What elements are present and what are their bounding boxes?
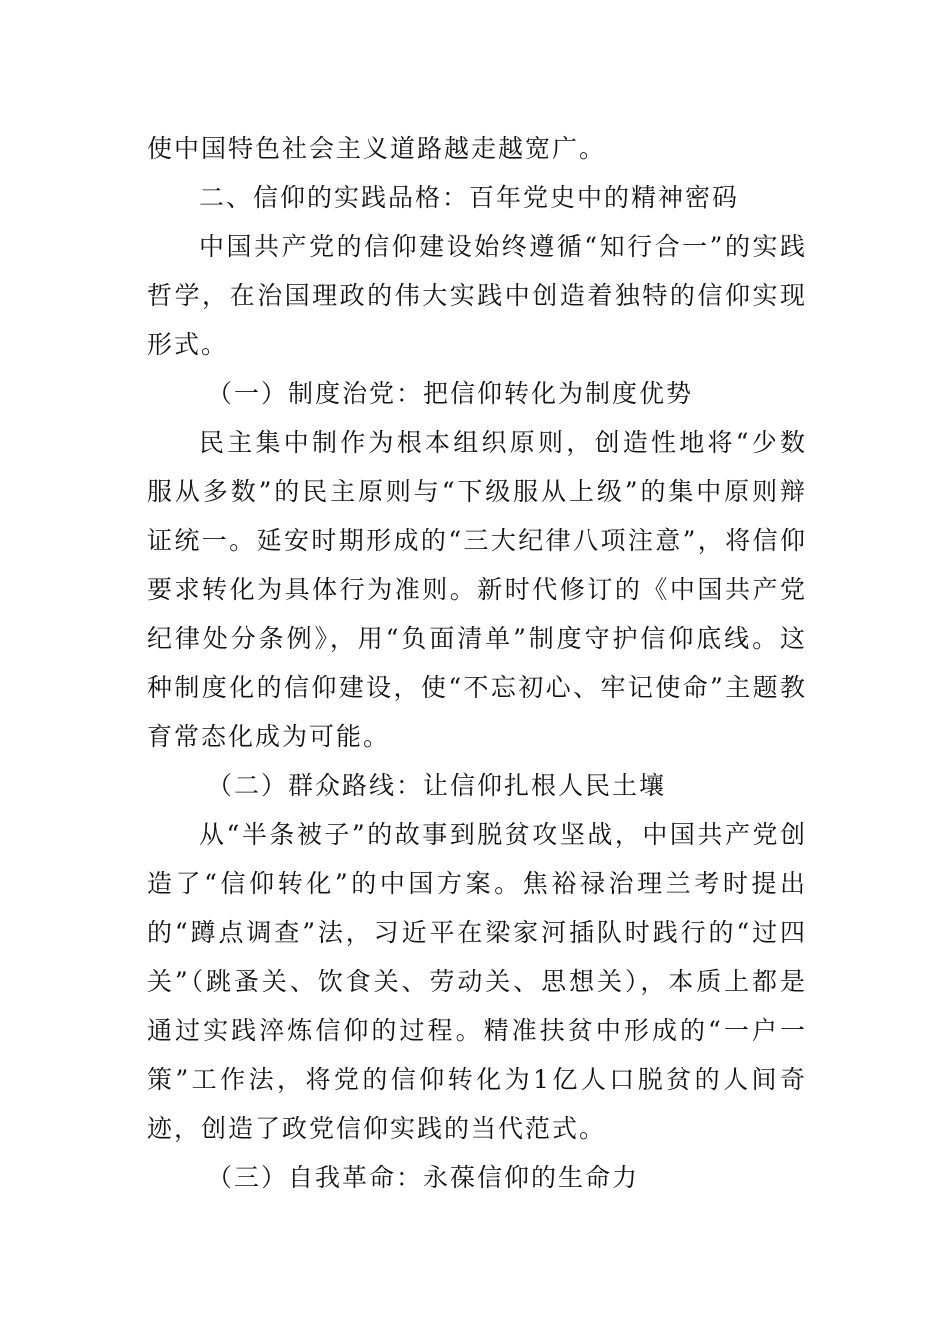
subsection-heading-1: （一）制度治党：把信仰转化为制度优势 <box>207 379 694 408</box>
document-body <box>147 124 807 1202</box>
subsection-heading-2: （二）群众路线：让信仰扎根人民土壤 <box>207 771 667 800</box>
paragraph-intro: 中国共产党的信仰建设始终遵循“知行合一”的实践哲学，在治国理政的伟大实践中创造着独特的信仰实现形式。 <box>147 232 807 359</box>
subsection-heading-3: （三）自我革命：永葆信仰的生命力 <box>207 1163 640 1192</box>
paragraph-institution: 民主集中制作为根本组织原则，创造性地将“少数服从多数”的民主原则与“下级服从上级”的集中原则辩证统一。延安时期形成的“三大纪律八项注意”，将信仰要求转化为具体行为准则。新时代修订的《中国共产党纪律处分条例》，用“负面清单”制度守护信仰底线。这种制度化的信仰建设，使“不忘初心、牢记使命”主题教育常态化成为可能。 <box>147 428 807 751</box>
paragraph-continuation: 使中国特色社会主义道路越走越宽广。 <box>147 134 607 163</box>
paragraph-mass-line: 从“半条被子”的故事到脱贫攻坚战，中国共产党创造了“信仰转化”的中国方案。焦裕禄治理兰考时提出的“蹲点调查”法，习近平在梁家河插队时践行的“过四关”（跳蚤关、饮食关、劳动关、思想关），本质上都是通过实践淬炼信仰的过程。精准扶贫中形成的“一户一策”工作法，将党的信仰转化为1亿人口脱贫的人间奇迹，创造了政党信仰实践的当代范式。 <box>147 820 807 1143</box>
section-heading-2: 二、信仰的实践品格：百年党史中的精神密码 <box>199 183 740 212</box>
